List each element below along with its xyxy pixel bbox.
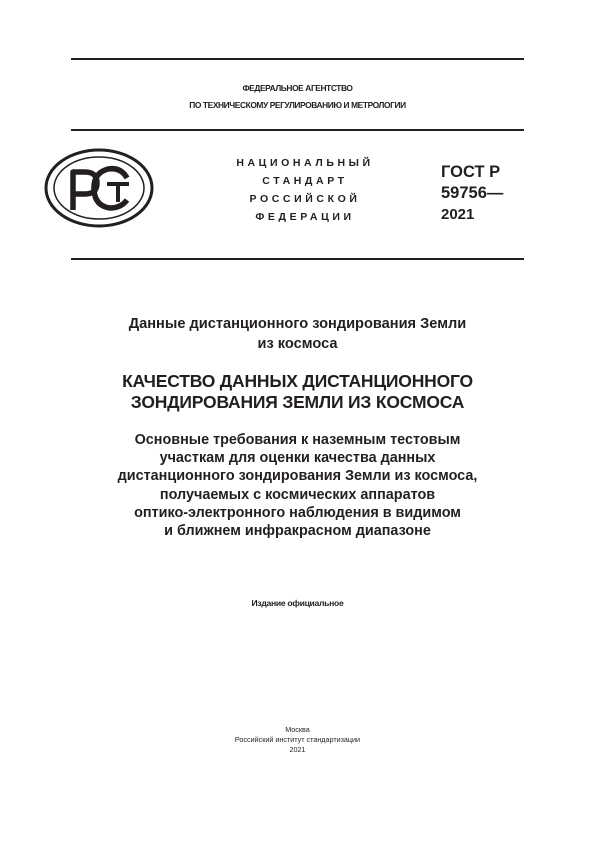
imprint	[40, 725, 555, 755]
top-rule	[71, 58, 524, 60]
imprint-publisher: Российский институт стандартизации	[234, 735, 361, 744]
title-main-line-2: ЗОНДИРОВАНИЯ ЗЕМЛИ ИЗ КОСМОСА	[130, 392, 465, 412]
edition-label: Издание официальное	[251, 598, 344, 608]
title-sub-line-4: получаемых с космических аппаратов	[159, 486, 436, 503]
agency-name-line-2: ПО ТЕХНИЧЕСКОМУ РЕГУЛИРОВАНИЮ И МЕТРОЛОГИИ	[189, 100, 406, 110]
title-main-line-1: КАЧЕСТВО ДАННЫХ ДИСТАНЦИОННОГО	[122, 371, 473, 391]
title-sub-line-5: оптико-электронного наблюдения в видимом	[134, 504, 461, 521]
designation-year: 2021	[441, 206, 475, 223]
designation-line-1: ГОСТ Р	[441, 163, 501, 181]
imprint-city: Москва	[285, 725, 310, 734]
agency-name-line-1: ФЕДЕРАЛЬНОЕ АГЕНТСТВО	[242, 83, 353, 93]
title-sub-line-2: участкам для оценки качества данных	[159, 450, 436, 467]
standard-label-line-3: РОССИЙСКОЙ	[249, 193, 361, 205]
gost-r-logo-icon	[43, 147, 155, 229]
title-sub	[40, 431, 555, 540]
title-general	[40, 314, 555, 354]
title-sub-line-6: и ближнем инфракрасном диапазоне	[164, 523, 431, 540]
title-sub-line-1: Основные требования к наземным тестовым	[134, 432, 461, 448]
title-general-line-1: Данные дистанционного зондирования Земли	[128, 316, 467, 332]
title-main	[40, 371, 555, 413]
standard-label-line-4: ФЕДЕРАЦИИ	[255, 211, 355, 223]
designation-line-2: 59756—	[441, 184, 504, 202]
title-general-line-2: из космоса	[257, 336, 338, 352]
standard-label-line-2: СТАНДАРТ	[262, 175, 348, 187]
imprint-year: 2021	[289, 745, 306, 754]
title-sub-line-3: дистанционного зондирования Земли из космоса,	[117, 468, 478, 485]
header-rule-lower	[71, 258, 524, 260]
header-rule-upper	[71, 129, 524, 131]
standard-label-line-1: НАЦИОНАЛЬНЫЙ	[236, 157, 374, 169]
